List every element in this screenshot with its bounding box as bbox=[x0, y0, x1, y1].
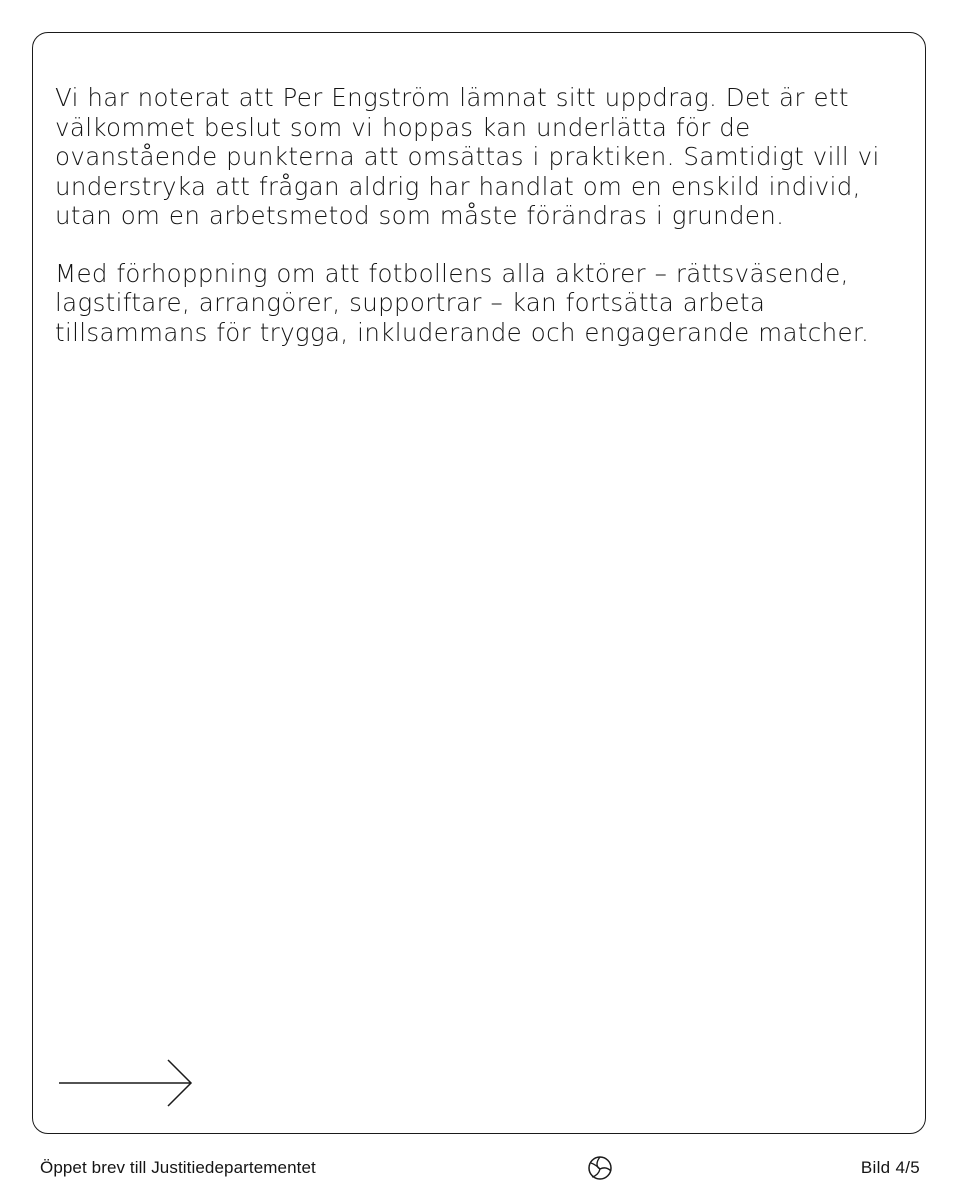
next-slide-button[interactable] bbox=[59, 1059, 195, 1107]
letter-body bbox=[55, 83, 905, 375]
arrow-right-icon bbox=[59, 1059, 195, 1107]
football-logo-icon bbox=[587, 1155, 613, 1181]
paragraph-2: Med förhoppning om att fotbollens alla aktörer – rättsväsende, lagstiftare, arrangörer, supportrar – kan fortsätta arbeta tillsammans för trygga, inkluderande och engagerande matcher. bbox=[55, 258, 870, 347]
paragraph-1: Vi har noterat att Per Engström lämnat sitt uppdrag. Det är ett välkommet beslut som vi hoppas kan underlätta för de ovanstående punkterna att omsättas i praktiken. Samtidigt vill vi understryka att frågan aldrig har handlat om en enskild individ, utan om en arbetsmetod som måste förändras i grunden. bbox=[55, 83, 880, 230]
slide-card bbox=[32, 32, 926, 1134]
footer-title: Öppet brev till Justitiedepartementet bbox=[40, 1158, 316, 1177]
slide-indicator: Bild 4/5 bbox=[860, 1158, 920, 1177]
